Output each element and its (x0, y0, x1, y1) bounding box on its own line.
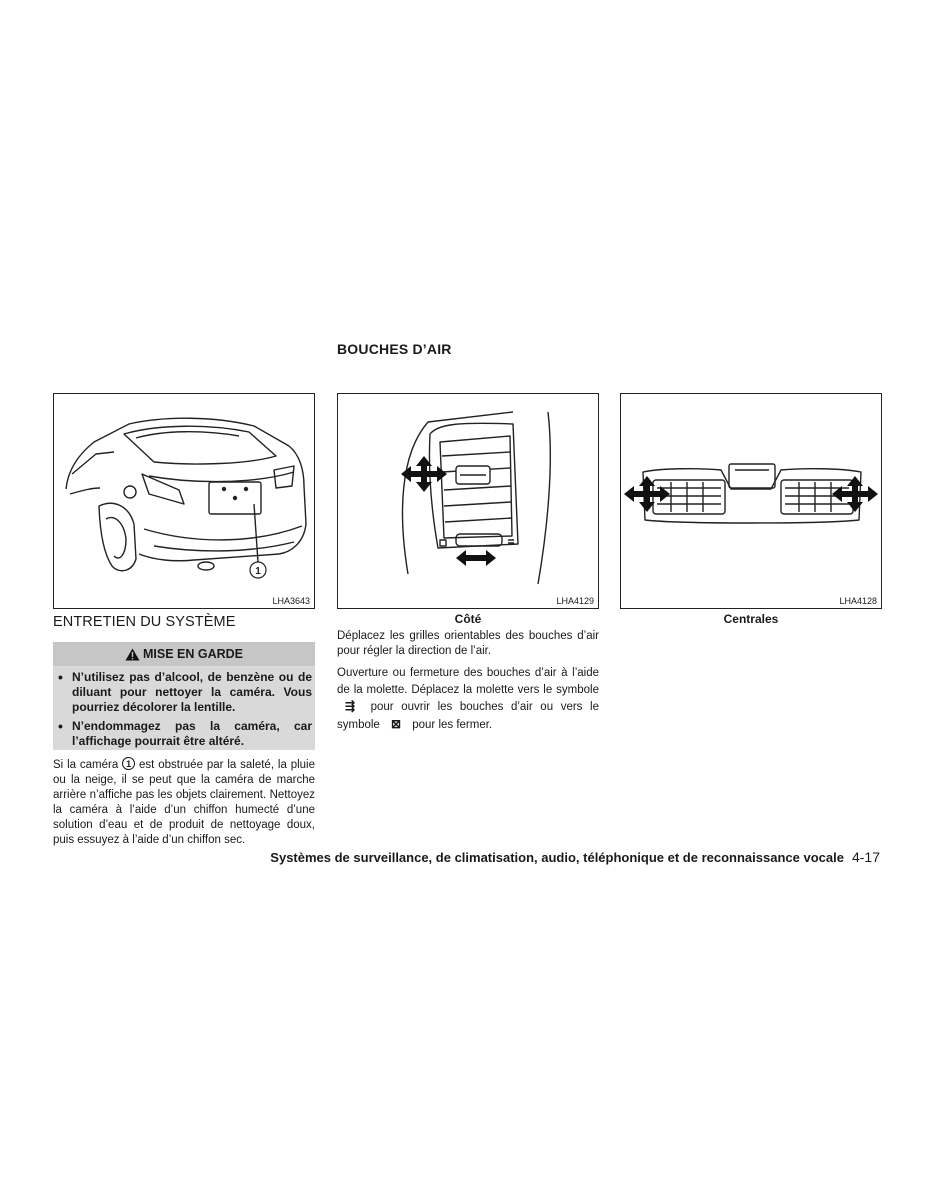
footer-title: Systèmes de surveillance, de climatisation, audio, téléphonique et de reconnaissance vocale (270, 850, 844, 865)
page-footer (180, 849, 880, 865)
maintenance-body: Si la caméra 1 est obstruée par la saleté, la pluie ou la neige, il se peut que la caméra de marche arrière n’affiche pas les objets clairement. Nettoyez la caméra à l’aide d’un chiffon humecté d’une solution d’eau et de produit de nettoyage doux, puis essuyez à l’aide d’un chiffon sec. (53, 759, 316, 846)
figure-code: LHA3643 (272, 596, 310, 606)
figure-code: LHA4128 (839, 596, 877, 606)
camera-callout: 1 (255, 566, 261, 577)
vents-paragraph-1: Déplacez les grilles orientables des bouches d’air pour régler la direction de l’air. (337, 630, 599, 657)
section-title: BOUCHES D’AIR (337, 341, 452, 357)
close-vent-icon: ⊠ (391, 716, 402, 731)
vents-paragraph-2: Ouverture ou fermeture des bouches d’air à l’aide de la molette. Déplacez la molette vers le symbole ⇶ pour ouvrir les bouches d’air ou vers le symbole ⊠ pour les fermer. (337, 667, 599, 731)
side-vent-illustration (338, 394, 598, 608)
warning-item: • N’utilisez pas d’alcool, de benzène ou de diluant pour nettoyer la caméra. Vous pourriez décolorer la lentille. (58, 669, 312, 714)
warning-triangle-icon (125, 648, 140, 661)
figure-code: LHA4129 (556, 596, 594, 606)
figure-rear-camera (53, 393, 315, 609)
caption-side: Côté (454, 612, 482, 626)
car-rear-illustration (54, 394, 314, 608)
callout-badge: 1 (122, 757, 135, 770)
open-vent-icon: ⇶ (344, 699, 356, 713)
bullet: • (58, 669, 63, 685)
figure-side-vent (337, 393, 599, 609)
warning-item: • N’endommagez pas la caméra, car l’affichage pourrait être altéré. (58, 718, 312, 748)
page-number: 4-17 (851, 849, 880, 865)
center-vent-illustration (621, 394, 881, 608)
figure-center-vent (620, 393, 882, 609)
warning-header (53, 642, 315, 666)
bullet: • (58, 718, 63, 734)
caption-center: Centrales (723, 612, 779, 626)
warning-title: MISE EN GARDE (142, 647, 243, 661)
maintenance-heading: ENTRETIEN DU SYSTÈME (53, 614, 236, 630)
